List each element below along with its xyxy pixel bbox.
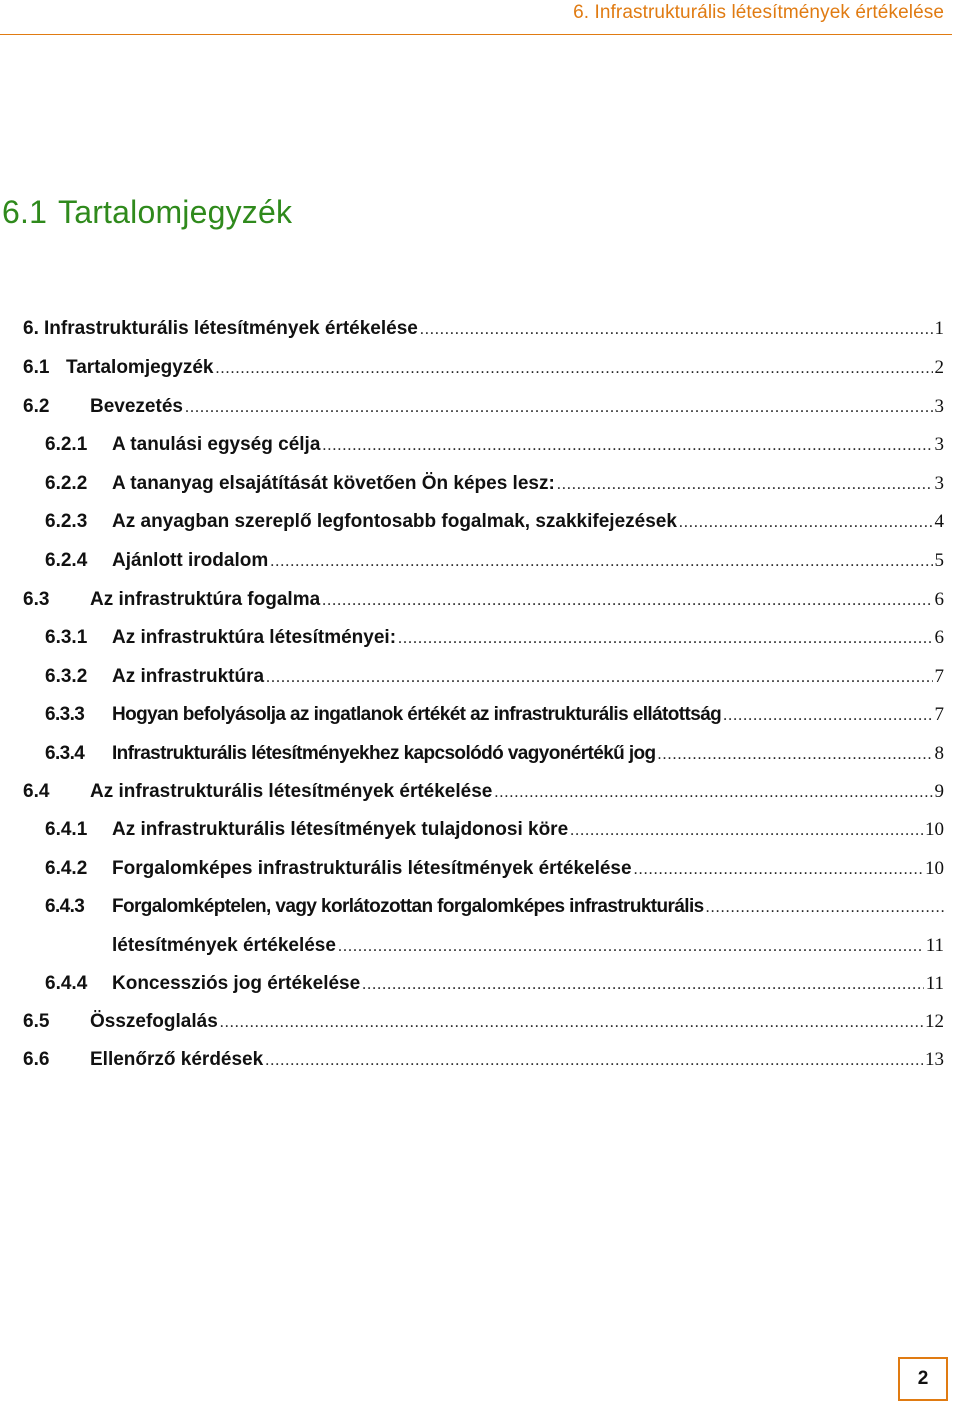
toc-entry-number: 6.4	[23, 781, 50, 802]
toc-entry-number: 6.2.4	[45, 550, 88, 571]
toc-entry-title: Forgalomképes infrastrukturális létesítmények értékelése	[112, 858, 632, 879]
toc-entry-page: 6	[934, 589, 944, 610]
toc-entry-page: 3	[934, 473, 944, 494]
toc-entry-page: 7	[934, 704, 944, 725]
dot-leader	[322, 592, 932, 610]
toc-entry-number: 6.4.3	[45, 896, 85, 917]
toc-entry-page: 7	[934, 666, 944, 687]
page-number-box	[898, 1357, 948, 1401]
toc-entry-6-2-3[interactable]	[45, 511, 944, 541]
dot-leader	[215, 360, 932, 378]
toc-entry-title: Hogyan befolyásolja az ingatlanok értékét az infrastrukturális ellátottság	[112, 704, 722, 725]
toc-entry-number: 6.5	[23, 1011, 50, 1032]
toc-entry-title: Összefoglalás	[90, 1011, 218, 1032]
toc-entry-page: 12	[925, 1011, 944, 1032]
dot-leader	[706, 899, 944, 917]
dot-leader	[338, 938, 924, 956]
toc-entry-title: Forgalomképtelen, vagy korlátozottan forgalomképes infrastrukturális	[112, 896, 704, 917]
running-header: 6. Infrastrukturális létesítmények értékelése	[573, 2, 944, 23]
toc-entry-number: 6.3.3	[45, 704, 85, 725]
dot-leader	[362, 976, 924, 994]
toc-entry-6-4-1[interactable]	[45, 819, 944, 849]
dot-leader	[266, 669, 932, 687]
toc-entry-page: 1	[934, 318, 944, 339]
toc-entry-6-4[interactable]	[23, 781, 944, 811]
toc-entry-6-2-4[interactable]	[45, 550, 944, 580]
dot-leader	[220, 1014, 923, 1032]
dot-leader	[265, 1052, 923, 1070]
toc-entry-page: 3	[934, 434, 944, 455]
toc-entry-title: Az infrastruktúra	[112, 666, 265, 687]
toc-entry-number: 6.2	[23, 396, 50, 417]
toc-entry-title: A tanulási egység célja	[112, 434, 321, 455]
toc-entry-title: Tartalomjegyzék	[66, 357, 214, 378]
toc-entry-page: 9	[934, 781, 944, 802]
toc-heading-number: 6.1	[2, 194, 48, 230]
toc-entry-title: Infrastrukturális létesítményekhez kapcsolódó vagyonértékű jog	[112, 743, 656, 764]
dot-leader	[185, 399, 933, 417]
toc-entry-page: 5	[934, 550, 944, 571]
dot-leader	[420, 321, 933, 339]
toc-entry-6-4-2[interactable]	[45, 858, 944, 888]
dot-leader	[658, 746, 933, 764]
toc-entry-6-3-3[interactable]	[45, 704, 944, 734]
dot-leader	[557, 476, 933, 494]
toc-entry-6[interactable]	[23, 318, 944, 348]
toc-entry-page: 3	[934, 396, 944, 417]
toc-entry-number: 6.3.4	[45, 743, 85, 764]
dot-leader	[570, 822, 923, 840]
toc-entry-number: 6.4.4	[45, 973, 88, 994]
toc-heading-title: Tartalomjegyzék	[58, 194, 293, 230]
toc-entry-page: 13	[925, 1049, 944, 1070]
toc-entry-title: Az infrastrukturális létesítmények tulajdonosi köre	[112, 819, 569, 840]
toc-entry-page: 6	[934, 627, 944, 648]
dot-leader	[398, 630, 932, 648]
toc-entry-6-4-4[interactable]	[45, 973, 944, 1003]
dot-leader	[723, 707, 932, 725]
toc-entry-page: 8	[934, 743, 944, 764]
page-number: 2	[917, 1368, 929, 1389]
toc-entry-number: 6.3	[23, 589, 50, 610]
toc-entry-number: 6.2.2	[45, 473, 88, 494]
toc-entry-title: Bevezetés	[90, 396, 183, 417]
dot-leader	[494, 784, 932, 802]
toc-entry-6-2-1[interactable]	[45, 434, 944, 464]
toc-entry-title: Az infrastruktúra fogalma	[90, 589, 321, 610]
toc-entry-6-2-2[interactable]	[45, 473, 944, 503]
toc-entry-6-3-4[interactable]	[45, 743, 944, 773]
toc-entry-title: Ellenőrző kérdések	[90, 1049, 264, 1070]
toc-entry-number: 6.2.3	[45, 511, 88, 532]
dot-leader	[679, 514, 933, 532]
toc-entry-number: 6.6	[23, 1049, 50, 1070]
toc-entry-6-3-1[interactable]	[45, 627, 944, 657]
toc-entry-number: 6.2.1	[45, 434, 88, 455]
toc-entry-6-1[interactable]	[23, 357, 944, 387]
toc-entry-page: 10	[925, 858, 944, 879]
toc-entry-number: 6.4.2	[45, 858, 88, 879]
toc-entry-page: 10	[925, 819, 944, 840]
toc-entry-number: 6.1	[23, 357, 50, 378]
toc-entry-title: létesítmények értékelése	[112, 935, 336, 956]
toc-entry-6-6[interactable]	[23, 1049, 944, 1079]
toc-entry-page: 2	[934, 357, 944, 378]
dot-leader	[634, 861, 923, 879]
toc-entry-6-3-2[interactable]	[45, 666, 944, 696]
toc-entry-title: A tananyag elsajátítását követően Ön képes lesz:	[112, 473, 555, 494]
toc-entry-number: 6.	[23, 318, 39, 339]
toc-entry-6-5[interactable]	[23, 1011, 944, 1041]
toc-entry-title: Az infrastruktúra létesítményei:	[112, 627, 397, 648]
toc-entry-6-2[interactable]	[23, 396, 944, 426]
toc-entry-6-4-3-cont[interactable]	[45, 935, 944, 965]
toc-entry-number: 6.3.1	[45, 627, 88, 648]
toc-entry-page: 4	[934, 511, 944, 532]
toc-entry-title: Az infrastrukturális létesítmények értékelése	[90, 781, 493, 802]
toc-entry-number: 6.3.2	[45, 666, 88, 687]
toc-entry-page: 11	[925, 935, 944, 956]
dot-leader	[322, 437, 932, 455]
toc-entry-title: Az anyagban szereplő legfontosabb fogalmak, szakkifejezések	[112, 511, 677, 532]
toc-entry-6-3[interactable]	[23, 589, 944, 619]
toc-entry-title: Infrastrukturális létesítmények értékelése	[44, 318, 418, 339]
toc-entry-6-4-3[interactable]	[45, 896, 944, 926]
toc-entry-page: 11	[925, 973, 944, 994]
toc-entry-number: 6.4.1	[45, 819, 88, 840]
toc-entry-title: Ajánlott irodalom	[112, 550, 269, 571]
toc-entry-title: Koncessziós jog értékelése	[112, 973, 361, 994]
dot-leader	[270, 553, 932, 571]
